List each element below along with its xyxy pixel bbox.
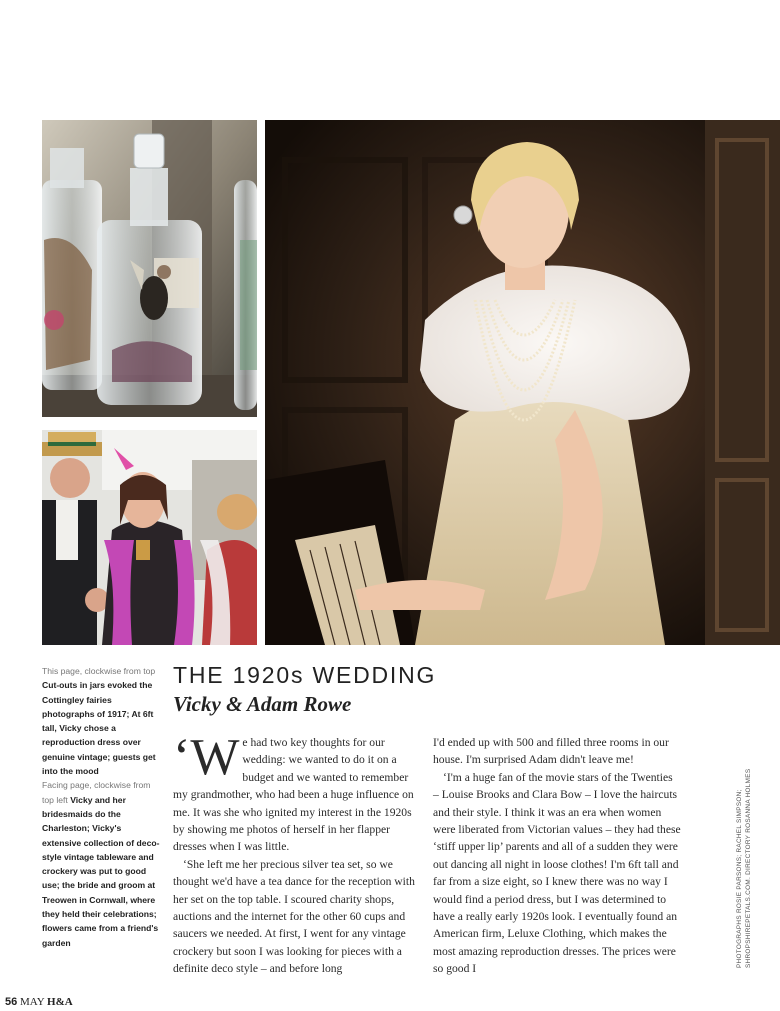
caption-label-this-page: This page, clockwise from top <box>42 666 156 676</box>
caption-label-facing-page: Facing page, clockwise from top left <box>42 780 151 805</box>
photo-caption <box>42 664 160 950</box>
article-column-1 <box>173 729 421 978</box>
issue-month: MAY <box>20 996 45 1008</box>
photo-credit <box>735 769 753 968</box>
page-number: 56 <box>5 996 18 1008</box>
article-paragraph: I'd ended up with 500 and filled three rooms in our house. I'm surprised Adam didn't leave me! <box>433 736 669 767</box>
article-paragraph: ‘She left me her precious silver tea set, so we thought we'd have a tea dance for the reception with her set on the top table. I scoured charity shops, auctions and the internet for the other 60 cups and saucers we needed. At first, I went for any vintage crockery but soon I was looking for pieces with a definite deco style – and before long <box>173 857 415 976</box>
article-byline: Vicky & Adam Rowe <box>173 692 352 716</box>
article-column-2 <box>433 734 681 978</box>
caption-text-facing-page: Vicky and her bridesmaids do the Charleston; Vicky's extensive collection of deco-style vintage tableware and crockery was put to good use; the bride and groom at Treowen in Cornwall, where they held their celebrations; flowers came from a friend's garden <box>42 794 160 948</box>
photo-party-guests <box>42 430 257 645</box>
magazine-name: H&A <box>47 996 73 1008</box>
credit-line-1: PHOTOGRAPHS ROSIE PARSONS; RACHEL SIMPSON; <box>736 789 743 968</box>
article-paragraph <box>173 729 421 856</box>
photo-bride-at-piano <box>265 120 780 645</box>
article-paragraph: ‘I'm a huge fan of the movie stars of the Twenties – Louise Brooks and Clara Bow – I love the haircuts and their style. I think it was an era when women were liberated from Victorian values – they had these ‘stiff upper lip’ parents and all of a sudden they were out dancing all night in loose clothes! I'm 6ft tall and far from a size eight, so I knew there was no way I would find a period dress, but I was determined to have a really early 1920s look. I eventually found an American firm, Leluxe Clothing, which makes the most amazing reproduction dresses. The prices were so good I <box>433 770 681 976</box>
paragraph-text: e had two key thoughts for our wedding: we wanted to do it on a budget and we wanted to remember my grandmother, who had been a huge influence on me. It was she who ignited my interest in the 1920s by showing me photos of herself in her flapper dresses when I was little. <box>173 736 414 854</box>
photo-jars <box>42 120 257 417</box>
drop-cap: ‘W <box>173 729 240 786</box>
credit-line-2: SHROPSHIREPETALS.COM. DIRECTORY ROSANNA HOLMES <box>745 768 752 968</box>
page-folio <box>5 996 73 1008</box>
caption-text-this-page: Cut-outs in jars evoked the Cottingley fairies photographs of 1917; At 6ft tall, Vicky chose a reproduction dress over genuine vintage; guests get into the mood <box>42 680 156 777</box>
article-headline: THE 1920s WEDDING <box>173 662 437 688</box>
